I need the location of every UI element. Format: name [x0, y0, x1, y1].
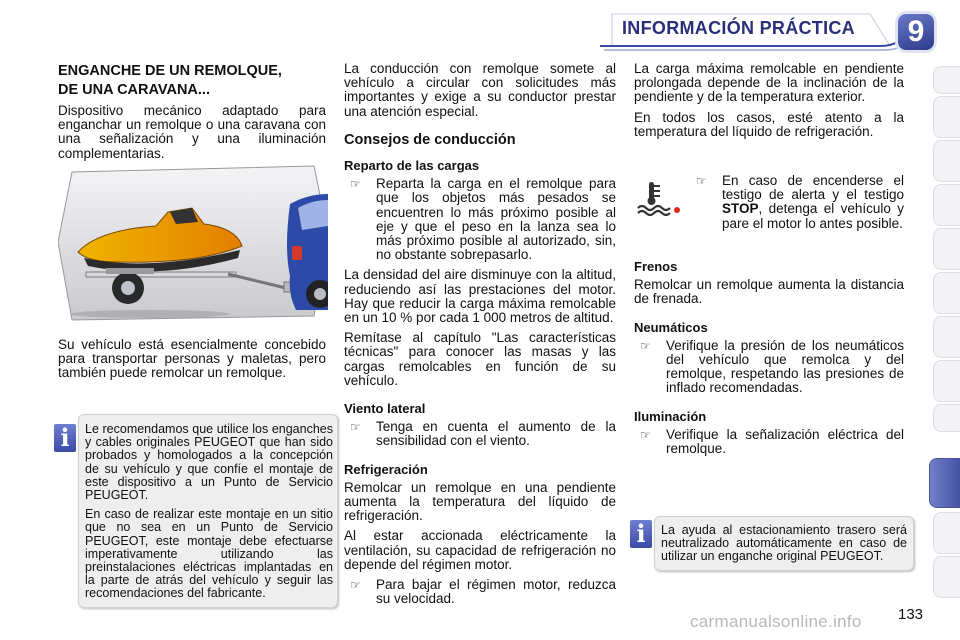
subheading-wind: Viento lateral — [344, 401, 426, 417]
pointing-hand-icon: ☞ — [696, 174, 707, 188]
bullet-text: Verifique la presión de los neumáticos del vehículo que remolca y del remolque, respetando las presiones de inflado recomendadas. — [666, 337, 904, 396]
page-header — [0, 0, 960, 60]
info-box-parking-aid — [654, 516, 914, 571]
chapter-number-badge: 9 — [898, 14, 934, 50]
column-left — [58, 62, 326, 167]
chapter-tab[interactable] — [933, 404, 960, 432]
article-title — [58, 62, 326, 100]
pointing-hand-icon: ☞ — [350, 420, 361, 435]
column-middle — [344, 62, 616, 613]
article-title-line2: DE UNA CARAVANA... — [58, 82, 210, 98]
intro-paragraph: La conducción con remolque somete al vehículo a circular con solicitudes más importantes y exige a su conductor prestar una atención especial. — [344, 61, 616, 119]
info-box-paragraph: En caso de realizar este montaje en un sitio que no sea en un Punto de Servicio PEUGEOT, este montaje debe efectuarse imperativamente utilizando las preinstalaciones eléctricas implantadas en la parte de atrás del vehículo y seguir las recomendaciones del fabricante. — [85, 507, 333, 601]
chapter-tab-active[interactable] — [929, 458, 960, 508]
chapter-tab[interactable] — [933, 556, 960, 598]
info-box-recommendation — [78, 414, 338, 608]
subheading-lighting: Iluminación — [634, 408, 707, 424]
info-box-paragraph: La ayuda al estacionamiento trasero será neutralizado automáticamente en caso de utilizar un enganche original PEUGEOT. — [661, 523, 907, 564]
bullet-text: Reparta la carga en el remolque para que los objetos más pesados se encuentren lo más próximo posible al eje y que el peso en la lanza sea lo más próximo posible al autorizado, sin, no obstante sobrepasarlo. — [376, 176, 616, 263]
towing-illustration — [58, 164, 328, 324]
intro-paragraph: Dispositivo mecánico adaptado para enganchar un remolque o una caravana con una señalización y una iluminación complementarias. — [58, 103, 326, 161]
density-paragraph: La densidad del aire disminuye con la altitud, reduciendo así las prestaciones del motor. Hay que reducir la carga máxima remolcable en un 10 % por cada 1 000 metros de altitud. — [344, 267, 616, 326]
reference-paragraph: Remítase al capítulo "Las características técnicas" para conocer las masas y las cargas remolcables en función de su vehículo. — [344, 330, 616, 388]
bullet-item — [634, 339, 904, 396]
section-title: INFORMACIÓN PRÁCTICA — [622, 18, 855, 38]
bullet-item — [634, 428, 904, 456]
column-right-lower — [634, 254, 904, 462]
alert-text-end: , detenga el vehículo y pare el motor lo antes posible. — [722, 201, 904, 231]
chapter-tab[interactable] — [933, 228, 960, 270]
bullet-text: Verifique la señalización eléctrica del remolque. — [666, 426, 904, 457]
chapter-tab[interactable] — [933, 316, 960, 358]
coolant-temperature-icon — [636, 180, 682, 216]
section-heading: Consejos de conducción — [344, 131, 516, 148]
pointing-hand-icon: ☞ — [640, 427, 651, 442]
chapter-tab[interactable] — [933, 272, 960, 314]
bullet-text: Tenga en cuenta el aumento de la sensibilidad con el viento. — [376, 419, 616, 449]
jetski-trailer-image — [58, 164, 328, 324]
subheading-cooling: Refrigeración — [344, 461, 428, 477]
subheading-brakes: Frenos — [634, 259, 678, 274]
bullet-text — [722, 174, 904, 231]
subheading-tyres: Neumáticos — [634, 319, 708, 335]
cooling-paragraph: Al estar accionada eléctricamente la ventilación, su capacidad de refrigeración no depende del régimen motor. — [344, 528, 616, 572]
vehicle-paragraph: Su vehículo está esencialmente concebido para transportar personas y maletas, pero también puede remolcar un remolque. — [58, 337, 326, 381]
bullet-item — [344, 420, 616, 448]
alert-text — [690, 174, 904, 231]
info-icon: i — [630, 520, 652, 548]
info-box-paragraph: Le recomendamos que utilice los enganches y cables originales PEUGEOT que han sido probados y homologados a la concepción de su vehículo y que confíe el montaje de este dispositivo a un Punto de Servicio PEUGEOT. — [85, 422, 333, 503]
chapter-tab[interactable] — [933, 360, 960, 402]
bullet-item — [344, 177, 616, 262]
brakes-paragraph: Remolcar un remolque aumenta la distancia de frenada. — [634, 277, 904, 307]
article-title-line1: ENGANCHE DE UN REMOLQUE, — [58, 63, 282, 79]
subheading-load: Reparto de las cargas — [344, 158, 480, 174]
chapter-tab[interactable] — [933, 512, 960, 554]
bullet-text: Para bajar el régimen motor, reduzca su velocidad. — [376, 577, 616, 607]
cooling-paragraph: Remolcar un remolque en una pendiente aumenta la temperatura del líquido de refrigeración. — [344, 479, 616, 524]
chapter-tab[interactable] — [933, 96, 960, 138]
slope-paragraph: La carga máxima remolcable en pendiente prolongada depende de la inclinación de la pendiente y de la temperatura exterior. — [634, 61, 904, 105]
stop-label: STOP — [722, 201, 759, 217]
info-icon: i — [54, 424, 76, 452]
page-number: 133 — [898, 606, 924, 623]
chapter-tab[interactable] — [933, 66, 960, 94]
chapter-tab[interactable] — [933, 140, 960, 182]
chapter-tabs — [928, 66, 960, 626]
alert-text-start: En caso de encenderse el testigo de alerta y el testigo — [722, 173, 904, 203]
watermark: carmanualsonline.info — [690, 612, 862, 631]
bullet-item — [344, 578, 616, 606]
column-left-lower — [58, 338, 326, 387]
attention-paragraph: En todos los casos, esté atento a la temperatura del líquido de refrigeración. — [634, 109, 904, 139]
pointing-hand-icon: ☞ — [350, 578, 361, 593]
column-right — [634, 62, 904, 145]
chapter-tab[interactable] — [933, 184, 960, 226]
pointing-hand-icon: ☞ — [640, 338, 651, 353]
bullet-item — [690, 174, 904, 231]
pointing-hand-icon: ☞ — [350, 177, 361, 192]
